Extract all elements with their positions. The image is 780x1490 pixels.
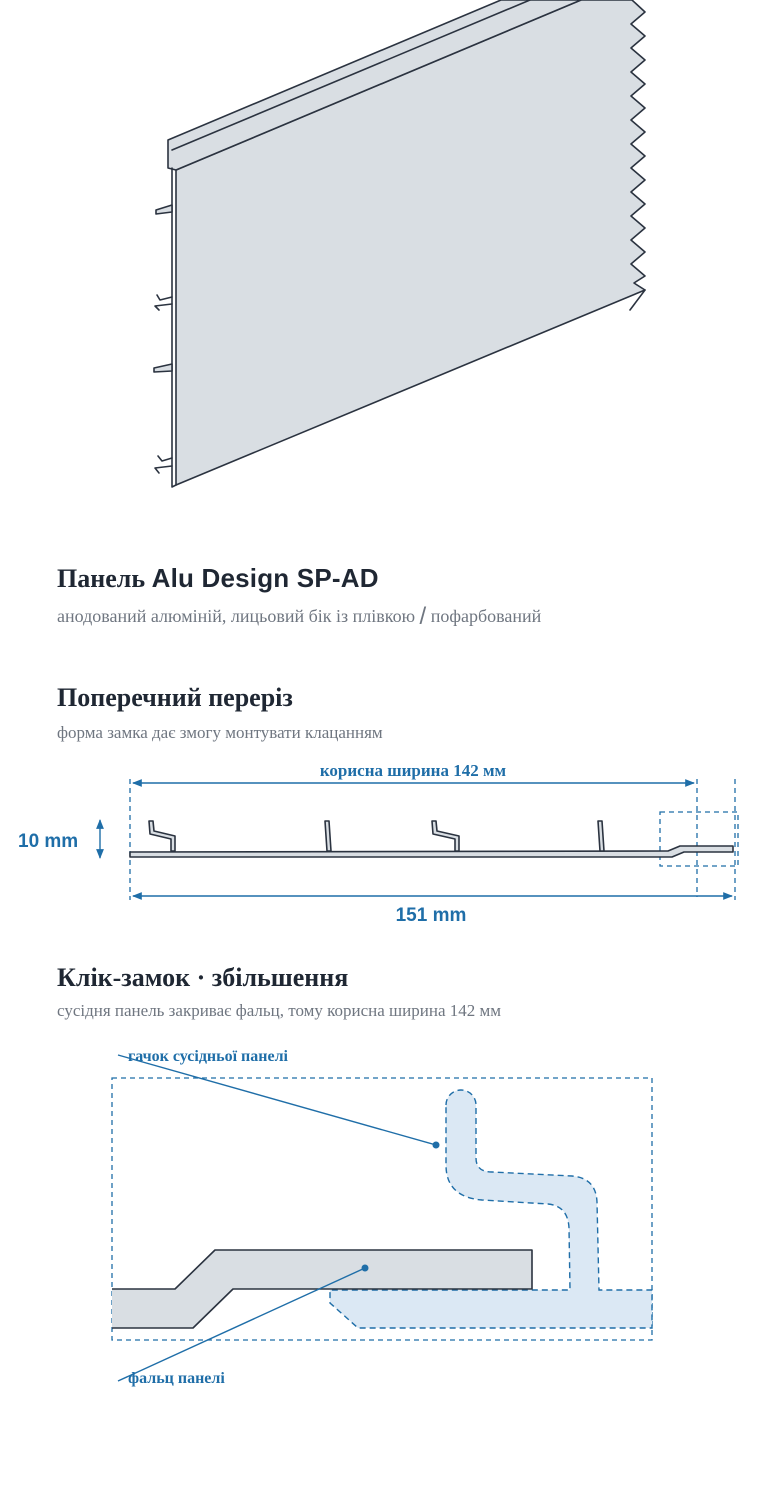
subtitle-painted: пофарбований — [430, 606, 542, 626]
product-title-brand: Alu Design SP-AD — [151, 563, 379, 593]
product-subtitle — [57, 604, 541, 629]
click-lock-zoom-diagram — [0, 1040, 780, 1400]
fold-label: фальц панелі — [128, 1370, 225, 1387]
hook-label: гачок сусідньої панелі — [128, 1048, 288, 1065]
panel-face — [176, 0, 645, 485]
subtitle-separator: / — [419, 603, 427, 630]
click-lock-heading: Клік-замок · збільшення — [57, 963, 349, 992]
total-width-label: 151 mm — [395, 905, 467, 926]
panel-clip-4 — [155, 456, 172, 473]
panel-illustration — [0, 0, 780, 500]
height-label: 10 mm — [18, 831, 79, 852]
cross-section-diagram — [0, 755, 780, 935]
profile-base — [130, 846, 733, 857]
panel-clip-2 — [155, 295, 172, 310]
profile-hook-2 — [432, 821, 459, 851]
fold-leader-dot — [362, 1265, 369, 1272]
click-lock-subtitle: сусідня панель закриває фальц, тому корисна ширина 142 мм — [57, 1001, 502, 1020]
subtitle-material: анодований алюміній, лицьовий бік із плівкою — [57, 606, 416, 626]
cross-section-heading: Поперечний переріз — [57, 683, 293, 712]
profile-hook-1 — [149, 821, 175, 851]
profile-fin-2 — [598, 821, 604, 851]
hook-leader-dot — [433, 1142, 440, 1149]
cross-section-subtitle: форма замка дає змогу монтувати клацанням — [57, 723, 383, 742]
neighbor-panel-hook — [330, 1090, 652, 1328]
useful-width-label: корисна ширина 142 мм — [319, 761, 507, 780]
product-title — [57, 562, 379, 595]
product-title-prefix: Панель — [57, 564, 146, 593]
panel-clip-3 — [154, 364, 172, 372]
lock-detail-box — [660, 812, 738, 866]
profile-fin-1 — [325, 821, 331, 851]
panel-clip-1 — [156, 205, 172, 214]
hook-leader-line — [118, 1055, 436, 1145]
